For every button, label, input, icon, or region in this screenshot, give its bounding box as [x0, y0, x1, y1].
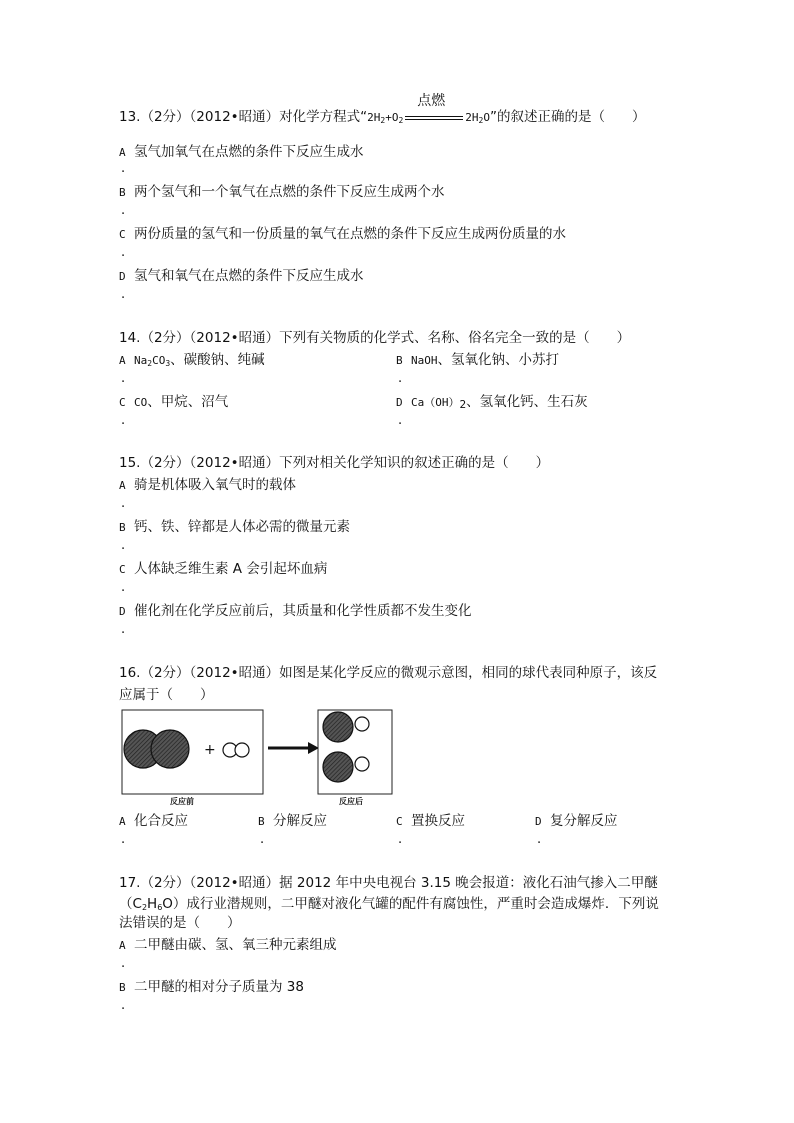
before-label: 反应前: [170, 797, 194, 806]
q13-formula-lhs-a: $2H_2+O_2$: [367, 111, 404, 125]
option-dot: .: [121, 622, 126, 637]
q17-option-a[interactable]: A 二甲醚由碳、氢、氧三种元素组成: [119, 937, 337, 953]
option-dot: .: [121, 998, 126, 1013]
option-dot: .: [121, 245, 126, 260]
hatched-atom: [151, 730, 189, 768]
after-label: 反应后: [339, 797, 363, 806]
q14-stem: 14.（2分）（2012•昭通）下列有关物质的化学式、名称、俗名完全一致的是（ ）: [119, 330, 631, 346]
q15-option-c[interactable]: C 人体缺乏维生素 A 会引起坏血病: [119, 561, 328, 577]
q14-option-d[interactable]: D $Ca(OH)_2$、氢氧化钙、生石灰: [396, 394, 588, 411]
q17-stem-line3: 法错误的是（ ）: [119, 915, 241, 931]
option-dot: .: [121, 538, 126, 553]
q13-option-b[interactable]: B 两个氢气和一个氧气在点燃的条件下反应生成两个水: [119, 184, 445, 200]
option-dot: .: [260, 832, 265, 847]
option-dot: .: [121, 832, 126, 847]
q16-option-c[interactable]: C 置换反应: [396, 813, 465, 829]
q16-stem-line2: 应属于（ ）: [119, 687, 214, 703]
option-dot: .: [121, 287, 126, 302]
option-dot: .: [398, 371, 403, 386]
q17-stem-line1: 17.（2分）（2012•昭通）据 2012 年中央电视台 3.15 晚会报道：液化石油气掺入二甲醚: [119, 875, 658, 891]
q13-option-c[interactable]: C 两份质量的氢气和一份质量的氧气在点燃的条件下反应生成两份质量的水: [119, 226, 566, 242]
q16-option-d[interactable]: D 复分解反应: [535, 813, 618, 829]
q13-equation-arrow: [403, 93, 465, 126]
q13-prefix: 13.（2分）（2012•昭通）对化学方程式“: [119, 109, 368, 125]
q14-option-c[interactable]: C CO、甲烷、沼气: [119, 394, 229, 410]
q14-option-b[interactable]: B NaOH、氢氧化钠、小苏打: [396, 352, 559, 368]
q14-option-a[interactable]: A $Na_2CO_3$、碳酸钠、纯碱: [119, 352, 265, 368]
hatched-atom: [323, 752, 353, 782]
option-dot: .: [121, 496, 126, 511]
option-dot: .: [398, 832, 403, 847]
q15-option-b[interactable]: B 钙、铁、锌都是人体必需的微量元素: [119, 519, 350, 535]
q13-suffix: ”的叙述正确的是（ ）: [489, 109, 646, 125]
hatched-atom: [323, 712, 353, 742]
white-atom: [355, 757, 369, 771]
q13-option-a[interactable]: A 氢气加氧气在点燃的条件下反应生成水: [119, 144, 364, 160]
q16-reaction-diagram: [118, 706, 398, 806]
q16-option-b[interactable]: B 分解反应: [258, 813, 327, 829]
q13-option-d[interactable]: D 氢气和氧气在点燃的条件下反应生成水: [119, 268, 364, 284]
q17-stem-line2: $(C_2H_6O)$成行业潜规则，二甲醚对液化气罐的配件有腐蚀性，严重时会造成爆炸．下列说: [119, 896, 659, 912]
option-dot: .: [121, 580, 126, 595]
q13-stem: [119, 93, 646, 130]
q16-option-a[interactable]: A 化合反应: [119, 813, 188, 829]
q13-reaction-condition: 点燃: [417, 93, 446, 109]
option-dot: .: [121, 371, 126, 386]
option-dot: .: [121, 413, 126, 428]
option-dot: .: [121, 161, 126, 176]
white-atom: [355, 717, 369, 731]
option-dot: .: [121, 203, 126, 218]
option-dot: .: [537, 832, 542, 847]
q15-option-d[interactable]: D 催化剂在化学反应前后，其质量和化学性质都不发生变化: [119, 603, 472, 619]
arrow-head: [308, 742, 319, 754]
q15-option-a[interactable]: A 骑是机体吸入氧气时的载体: [119, 477, 296, 493]
option-dot: .: [398, 413, 403, 428]
white-atom: [235, 743, 249, 757]
plus-sign: +: [204, 742, 216, 758]
q17-option-b[interactable]: B 二甲醚的相对分子质量为 38: [119, 979, 304, 995]
option-dot: .: [121, 956, 126, 971]
q16-stem-line1: 16.（2分）（2012•昭通）如图是某化学反应的微观示意图，相同的球代表同种原子，该反: [119, 665, 658, 681]
q15-stem: 15.（2分）（2012•昭通）下列对相关化学知识的叙述正确的是（ ）: [119, 455, 550, 471]
q13-formula-rhs: $2H_2O$: [465, 111, 490, 125]
